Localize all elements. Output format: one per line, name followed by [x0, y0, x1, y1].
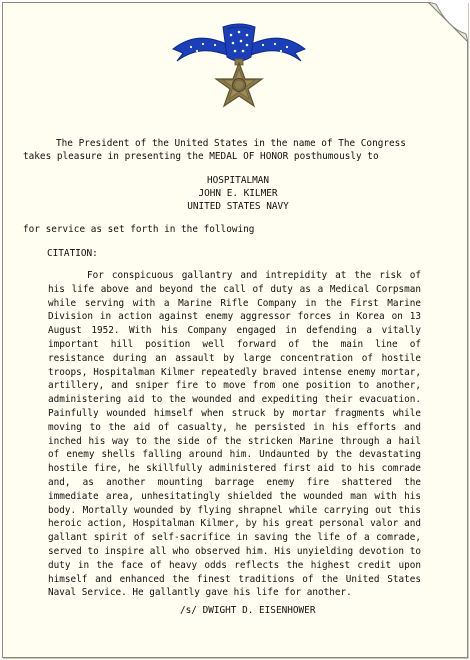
citation-document: [2, 2, 468, 658]
recipient-branch: UNITED STATES NAVY: [187, 200, 289, 212]
intro-line-1: The President of the United States in the name of The Congress: [56, 138, 406, 149]
medal-of-honor-icon: [171, 21, 307, 109]
recipient-name: JOHN E. KILMER: [198, 187, 278, 199]
service-line: for service as set forth in the following: [23, 224, 255, 235]
recipient-block: [3, 175, 470, 213]
page-curl-icon: [428, 2, 468, 42]
intro-line-2: takes pleasure in presenting the MEDAL OF HONOR posthumously to: [23, 150, 379, 162]
citation-text: For conspicuous gallantry and intrepidity at the risk of his life above and beyond the call of duty as a Medical Corpsman while serving with a Marine Rifle Company in the First Marine Division in action against enemy aggressor forces in Korea on 13 August 1952. With his Company engaged in defending a vitally important hill position well forward of the main line of resistance during an assault by large concentration of hostile troops, Hospitalman Kilmer repeatedly braved intense enemy mortar, artillery, and sniper fire to move from one position to another, administering aid to the wounded and expediting their evacuation. Painfully wounded himself when struck by mortar fragments while moving to the aid of casualty, he persisted in his efforts and inched his way to the side of the stricken Marine through a hail of enemy shells falling around him. Undaunted by the devastating hostile fire, he skillfully administered first aid to his comrade and, as another mounting barrage enemy fire shattered the immediate area, unhesitatingly shielded the wounded man with his body. Mortally wounded by flying shrapnel while carrying out this heroic action, Hospitalman Kilmer, by his great personal valor and gallant spirit of self-sacrifice in saving the life of a comrade, served to inspire all who observed him. His unyielding devotion to duty in the face of heavy odds reflects the highest credit upon himself and enhanced the finest traditions of the United States Naval Service. He gallantly gave his life for another.: [48, 270, 421, 599]
citation-label: CITATION:: [47, 248, 98, 259]
signature: /s/ DWIGHT D. EISENHOWER: [180, 605, 316, 616]
recipient-rank: HOSPITALMAN: [206, 175, 270, 186]
presentation-statement: [23, 138, 453, 163]
